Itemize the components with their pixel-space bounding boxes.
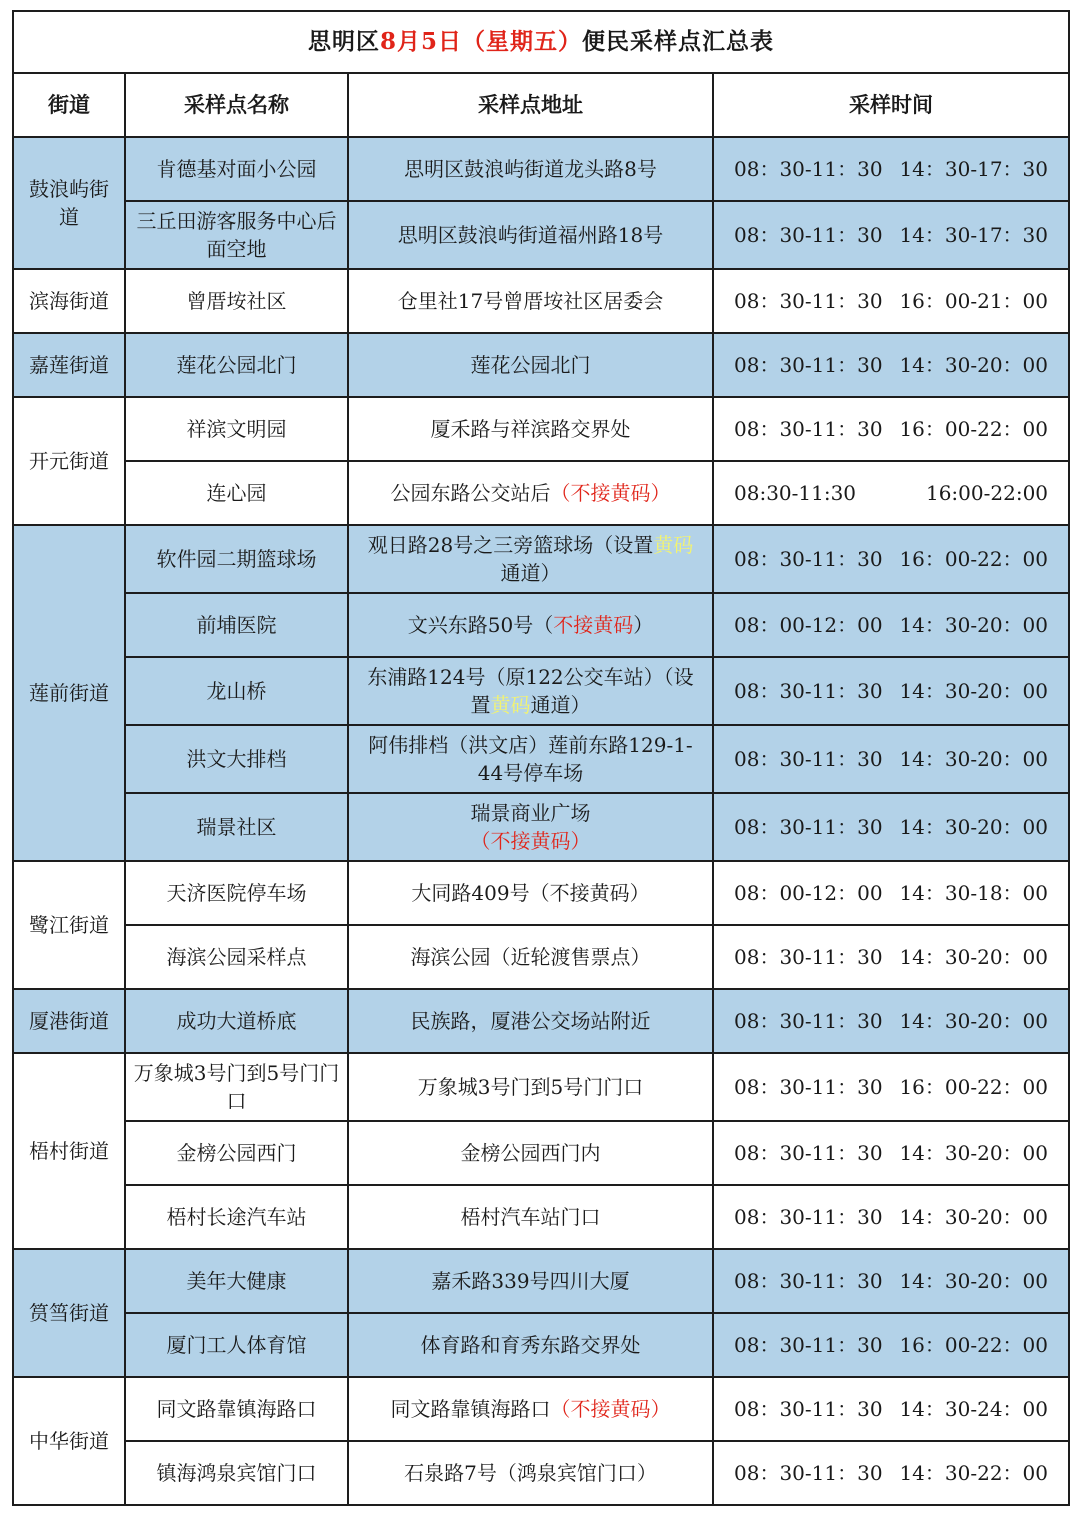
no-yellow-code-note: （不接黄码） xyxy=(550,481,671,505)
sampling-time-cell xyxy=(713,1441,1069,1505)
table-row xyxy=(13,793,1069,861)
sampling-table xyxy=(12,10,1070,1506)
address-text: 万象城3号门到5号门门口 xyxy=(417,1075,644,1099)
no-yellow-code-note: （不接黄码） xyxy=(470,829,591,853)
sampling-time-cell xyxy=(713,137,1069,201)
address-text: 思明区鼓浪屿街道龙头路8号 xyxy=(404,157,657,181)
site-address-cell xyxy=(348,1185,713,1249)
time-range: 14：30-20：00 xyxy=(899,353,1049,377)
site-name-cell: 海滨公园采样点 xyxy=(125,925,348,989)
address-text: 瑞景商业广场 xyxy=(470,801,591,825)
site-address-cell xyxy=(348,1053,713,1121)
address-text: ） xyxy=(633,613,654,637)
time-ranges xyxy=(720,1139,1062,1167)
table-row xyxy=(13,593,1069,657)
address-text: 阿伟排档（洪文店）莲前东路129-1- xyxy=(368,733,693,757)
time-ranges xyxy=(720,545,1062,573)
time-range: 08：30-11：30 xyxy=(734,1009,883,1033)
title-row xyxy=(13,11,1069,73)
table-row xyxy=(13,525,1069,593)
time-range: 08：00-12：00 xyxy=(734,613,883,637)
address-text: 置 xyxy=(470,693,491,717)
time-range: 14：30-18：00 xyxy=(899,881,1049,905)
table-row xyxy=(13,201,1069,269)
site-address-cell xyxy=(348,925,713,989)
address-text: 莲花公园北门 xyxy=(470,353,591,377)
time-range: 14：30-20：00 xyxy=(899,1141,1049,1165)
time-range: 14：30-20：00 xyxy=(899,679,1049,703)
street-cell: 厦港街道 xyxy=(13,989,125,1053)
table-row xyxy=(13,269,1069,333)
time-range: 14：30-17：30 xyxy=(899,157,1049,181)
site-address-cell xyxy=(348,137,713,201)
sampling-time-cell xyxy=(713,1313,1069,1377)
site-address-cell xyxy=(348,525,713,593)
site-address-cell xyxy=(348,1441,713,1505)
time-range: 08：30-11：30 xyxy=(734,289,883,313)
sampling-time-cell xyxy=(713,1053,1069,1121)
address-text: 梧村汽车站门口 xyxy=(460,1205,601,1229)
site-name-cell: 祥滨文明园 xyxy=(125,397,348,461)
site-name-cell: 连心园 xyxy=(125,461,348,525)
address-text: 金榜公园西门内 xyxy=(460,1141,601,1165)
time-range: 16：00-22：00 xyxy=(899,1333,1049,1357)
street-cell: 嘉莲街道 xyxy=(13,333,125,397)
table-title xyxy=(13,11,1069,73)
street-cell: 中华街道 xyxy=(13,1377,125,1505)
time-ranges xyxy=(720,479,1062,507)
site-name-cell: 金榜公园西门 xyxy=(125,1121,348,1185)
site-address-cell xyxy=(348,593,713,657)
sampling-time-cell xyxy=(713,1185,1069,1249)
time-ranges xyxy=(720,943,1062,971)
time-range: 08：30-11：30 xyxy=(734,157,883,181)
address-text: 石泉路7号（鸿泉宾馆门口） xyxy=(404,1461,657,1485)
site-name-cell: 万象城3号门到5号门门口 xyxy=(125,1053,348,1121)
time-range: 08：30-11：30 xyxy=(734,747,883,771)
time-ranges xyxy=(720,745,1062,773)
time-range: 08：30-11：30 xyxy=(734,353,883,377)
address-text: 民族路，厦港公交场站附近 xyxy=(410,1009,651,1033)
table-row xyxy=(13,725,1069,793)
time-range: 08：30-11：30 xyxy=(734,1205,883,1229)
site-name-cell: 肯德基对面小公园 xyxy=(125,137,348,201)
sampling-time-cell xyxy=(713,397,1069,461)
time-range: 14：30-20：00 xyxy=(899,1269,1049,1293)
site-address-cell xyxy=(348,201,713,269)
site-address-cell xyxy=(348,657,713,725)
time-range: 08：30-11：30 xyxy=(734,1269,883,1293)
time-range: 08：30-11：30 xyxy=(734,1397,883,1421)
time-ranges xyxy=(720,1073,1062,1101)
time-ranges xyxy=(720,1459,1062,1487)
site-name-cell: 前埔医院 xyxy=(125,593,348,657)
column-header-address: 采样点地址 xyxy=(348,73,713,137)
sampling-time-cell xyxy=(713,525,1069,593)
time-ranges xyxy=(720,415,1062,443)
table-row xyxy=(13,1053,1069,1121)
time-ranges xyxy=(720,611,1062,639)
site-address-cell xyxy=(348,989,713,1053)
time-ranges xyxy=(720,879,1062,907)
street-cell: 筼筜街道 xyxy=(13,1249,125,1377)
table-row xyxy=(13,989,1069,1053)
time-range: 08：00-12：00 xyxy=(734,881,883,905)
time-ranges xyxy=(720,1203,1062,1231)
time-ranges xyxy=(720,813,1062,841)
site-name-cell: 梧村长途汽车站 xyxy=(125,1185,348,1249)
sampling-time-cell xyxy=(713,201,1069,269)
time-range: 16：00-22：00 xyxy=(899,547,1049,571)
time-range: 08：30-11：30 xyxy=(734,815,883,839)
address-text: 公园东路公交站后 xyxy=(390,481,551,505)
time-ranges xyxy=(720,155,1062,183)
address-text: 通道） xyxy=(500,561,561,585)
address-text: 思明区鼓浪屿街道福州路18号 xyxy=(397,223,664,247)
table-row xyxy=(13,397,1069,461)
site-name-cell: 莲花公园北门 xyxy=(125,333,348,397)
site-address-cell xyxy=(348,1121,713,1185)
address-text: 厦禾路与祥滨路交界处 xyxy=(430,417,631,441)
table-row xyxy=(13,925,1069,989)
address-text: 仓里社17号曾厝垵社区居委会 xyxy=(397,289,664,313)
time-range: 08：30-11：30 xyxy=(734,417,883,441)
time-range: 14：30-24：00 xyxy=(899,1397,1049,1421)
site-name-cell: 成功大道桥底 xyxy=(125,989,348,1053)
site-address-cell xyxy=(348,461,713,525)
time-range: 08：30-11：30 xyxy=(734,547,883,571)
time-range: 08:30-11:30 xyxy=(734,481,857,505)
site-name-cell: 同文路靠镇海路口 xyxy=(125,1377,348,1441)
address-text: 观日路28号之三旁篮球场（设置 xyxy=(367,533,654,557)
time-ranges xyxy=(720,1331,1062,1359)
yellow-code-highlight: 黄码 xyxy=(490,693,531,717)
site-address-cell xyxy=(348,1249,713,1313)
sampling-time-cell xyxy=(713,1121,1069,1185)
site-name-cell: 天济医院停车场 xyxy=(125,861,348,925)
table-row xyxy=(13,461,1069,525)
time-range: 08：30-11：30 xyxy=(734,1333,883,1357)
table-row xyxy=(13,1377,1069,1441)
time-range: 16：00-21：00 xyxy=(899,289,1049,313)
time-range: 08：30-11：30 xyxy=(734,1141,883,1165)
site-address-cell xyxy=(348,725,713,793)
street-cell: 开元街道 xyxy=(13,397,125,525)
time-ranges xyxy=(720,1267,1062,1295)
time-range: 14：30-20：00 xyxy=(899,945,1049,969)
table-row xyxy=(13,1121,1069,1185)
address-text: 海滨公园（近轮渡售票点） xyxy=(410,945,651,969)
site-name-cell: 瑞景社区 xyxy=(125,793,348,861)
street-cell: 滨海街道 xyxy=(13,269,125,333)
table-row xyxy=(13,333,1069,397)
time-range: 16：00-22：00 xyxy=(899,1075,1049,1099)
time-range: 08：30-11：30 xyxy=(734,1461,883,1485)
site-address-cell xyxy=(348,397,713,461)
time-ranges xyxy=(720,677,1062,705)
sampling-time-cell xyxy=(713,725,1069,793)
site-address-cell xyxy=(348,793,713,861)
table-row xyxy=(13,1185,1069,1249)
table-row xyxy=(13,861,1069,925)
site-name-cell: 软件园二期篮球场 xyxy=(125,525,348,593)
site-address-cell xyxy=(348,333,713,397)
address-text: 大同路409号（不接黄码） xyxy=(411,881,650,905)
sampling-time-cell xyxy=(713,657,1069,725)
sampling-time-cell xyxy=(713,1377,1069,1441)
time-ranges xyxy=(720,1007,1062,1035)
sampling-time-cell xyxy=(713,461,1069,525)
site-name-cell: 三丘田游客服务中心后面空地 xyxy=(125,201,348,269)
site-address-cell xyxy=(348,269,713,333)
time-range: 08：30-11：30 xyxy=(734,679,883,703)
column-header-time: 采样时间 xyxy=(713,73,1069,137)
table-row xyxy=(13,1441,1069,1505)
time-range: 14：30-22：00 xyxy=(899,1461,1049,1485)
time-range: 08：30-11：30 xyxy=(734,1075,883,1099)
title-suffix: 便民采样点汇总表 xyxy=(582,27,775,55)
address-text: 同文路靠镇海路口 xyxy=(390,1397,551,1421)
sampling-time-cell xyxy=(713,925,1069,989)
time-range: 14：30-20：00 xyxy=(899,613,1049,637)
table-row xyxy=(13,1249,1069,1313)
site-name-cell: 美年大健康 xyxy=(125,1249,348,1313)
time-ranges xyxy=(720,351,1062,379)
sampling-time-cell xyxy=(713,989,1069,1053)
time-range: 08：30-11：30 xyxy=(734,945,883,969)
sampling-time-cell xyxy=(713,269,1069,333)
street-cell: 梧村街道 xyxy=(13,1053,125,1249)
time-range: 14：30-20：00 xyxy=(899,1009,1049,1033)
time-range: 16:00-22:00 xyxy=(925,481,1049,505)
address-text: 东浦路124号（原122公交车站）（设 xyxy=(367,665,694,689)
time-ranges xyxy=(720,287,1062,315)
sampling-time-cell xyxy=(713,1249,1069,1313)
site-address-cell xyxy=(348,861,713,925)
time-range: 14：30-17：30 xyxy=(899,223,1049,247)
title-prefix: 思明区 xyxy=(308,27,380,55)
address-text: 嘉禾路339号四川大厦 xyxy=(431,1269,630,1293)
site-name-cell: 龙山桥 xyxy=(125,657,348,725)
address-text: 44号停车场 xyxy=(477,761,584,785)
address-text: 文兴东路50号（ xyxy=(407,613,554,637)
table-body xyxy=(13,137,1069,1505)
site-name-cell: 曾厝垵社区 xyxy=(125,269,348,333)
sampling-time-cell xyxy=(713,861,1069,925)
header-row xyxy=(13,73,1069,137)
site-address-cell xyxy=(348,1377,713,1441)
sampling-time-cell xyxy=(713,793,1069,861)
no-yellow-code-note: （不接黄码） xyxy=(550,1397,671,1421)
sampling-time-cell xyxy=(713,593,1069,657)
time-range: 16：00-22：00 xyxy=(899,417,1049,441)
time-range: 14：30-20：00 xyxy=(899,1205,1049,1229)
time-range: 14：30-20：00 xyxy=(899,815,1049,839)
table-row xyxy=(13,1313,1069,1377)
time-ranges xyxy=(720,221,1062,249)
yellow-code-highlight: 黄码 xyxy=(653,533,694,557)
time-range: 08：30-11：30 xyxy=(734,223,883,247)
address-text: 通道） xyxy=(530,693,591,717)
time-range: 14：30-20：00 xyxy=(899,747,1049,771)
table-row xyxy=(13,657,1069,725)
street-cell: 莲前街道 xyxy=(13,525,125,861)
column-header-site: 采样点名称 xyxy=(125,73,348,137)
time-ranges xyxy=(720,1395,1062,1423)
site-name-cell: 洪文大排档 xyxy=(125,725,348,793)
street-cell: 鼓浪屿街道 xyxy=(13,137,125,269)
column-header-street: 街道 xyxy=(13,73,125,137)
sampling-time-cell xyxy=(713,333,1069,397)
site-address-cell xyxy=(348,1313,713,1377)
site-name-cell: 镇海鸿泉宾馆门口 xyxy=(125,1441,348,1505)
site-name-cell: 厦门工人体育馆 xyxy=(125,1313,348,1377)
street-cell: 鹭江街道 xyxy=(13,861,125,989)
table-row xyxy=(13,137,1069,201)
address-text: 体育路和育秀东路交界处 xyxy=(420,1333,641,1357)
title-date: 8月5日（星期五） xyxy=(380,27,583,55)
no-yellow-code-note: 不接黄码 xyxy=(553,613,634,637)
